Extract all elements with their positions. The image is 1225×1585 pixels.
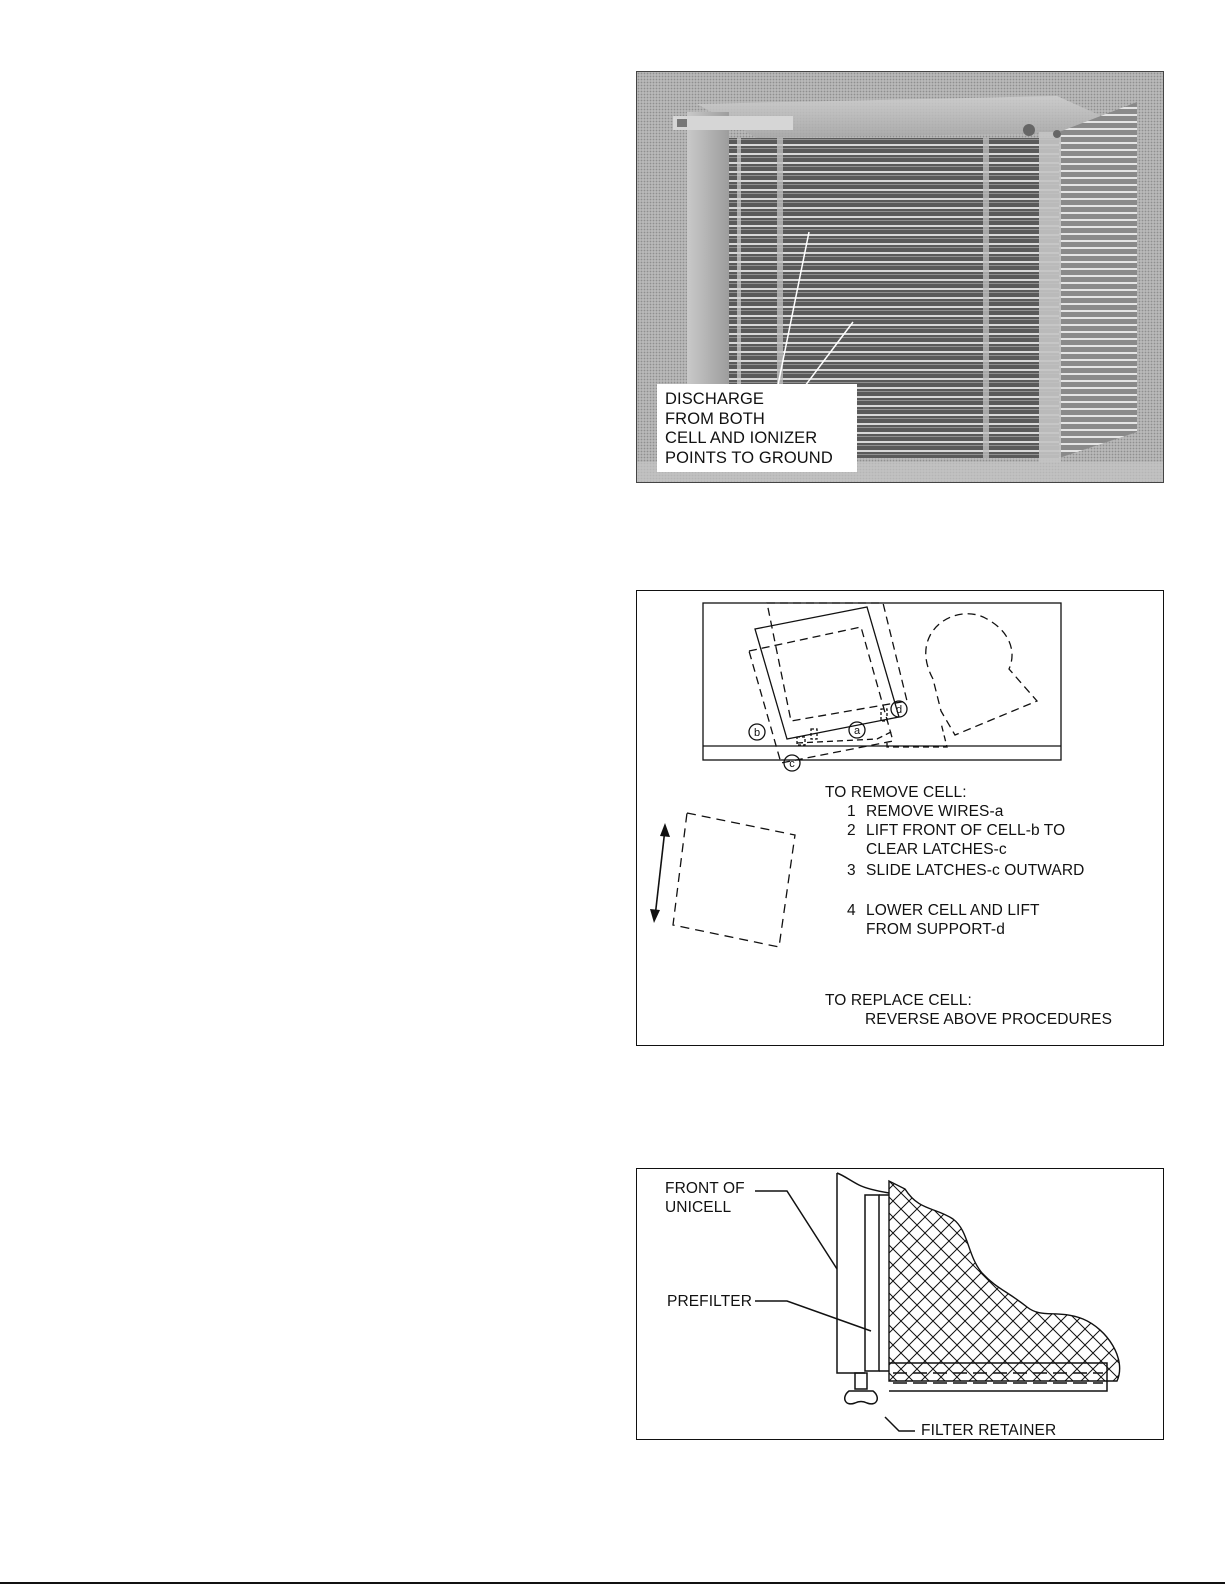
discharge-callout bbox=[657, 384, 857, 472]
step-1-number: 1 bbox=[847, 803, 856, 820]
page-bottom-rule bbox=[0, 1582, 1225, 1584]
front-leader bbox=[755, 1191, 837, 1269]
prefilter-panel bbox=[865, 1195, 879, 1371]
marker-c: c bbox=[789, 758, 795, 770]
marker-b: b bbox=[753, 727, 761, 739]
cell-removal-figure bbox=[636, 590, 1164, 1046]
step-4-line: LOWER CELL AND LIFT bbox=[866, 902, 1040, 919]
prefilter-figure bbox=[636, 1168, 1164, 1440]
replace-text: REVERSE ABOVE PROCEDURES bbox=[865, 1011, 1113, 1028]
step-3-line: SLIDE LATCHES-c OUTWARD bbox=[866, 862, 1085, 879]
callout-line: FROM BOTH bbox=[665, 409, 765, 428]
filter-retainer-label: FILTER RETAINER bbox=[921, 1422, 1057, 1439]
prefilter-leader bbox=[755, 1301, 871, 1331]
step-4-line: FROM SUPPORT-d bbox=[866, 921, 1005, 938]
marker-d: d bbox=[895, 704, 903, 716]
step-3-number: 3 bbox=[847, 862, 856, 879]
remove-heading: TO REMOVE CELL: bbox=[825, 784, 967, 801]
step-2-line: CLEAR LATCHES-c bbox=[866, 841, 1007, 858]
removed-cell-outline bbox=[673, 813, 795, 947]
step-2-number: 2 bbox=[847, 822, 856, 839]
filter-retainer-knob bbox=[845, 1391, 878, 1404]
front-of-unicell-label-line1: FRONT OF bbox=[665, 1180, 745, 1197]
unicell-front-edge bbox=[837, 1173, 865, 1373]
filter-media bbox=[889, 1181, 1120, 1381]
callout-line: POINTS TO GROUND bbox=[665, 448, 833, 467]
prefilter-label: PREFILTER bbox=[667, 1293, 753, 1310]
unicell-photo-figure bbox=[636, 71, 1164, 483]
step-1-line: REMOVE WIRES-a bbox=[866, 803, 1004, 820]
step-2-line: LIFT FRONT OF CELL-b TO bbox=[866, 822, 1066, 839]
cell-position-solid bbox=[755, 607, 899, 739]
callout-line: CELL AND IONIZER bbox=[665, 429, 818, 447]
callout-line: DISCHARGE bbox=[665, 390, 764, 408]
retainer-leader bbox=[885, 1417, 915, 1431]
lift-arrow bbox=[655, 829, 665, 917]
ionizer-wires bbox=[1059, 102, 1137, 458]
step-4-number: 4 bbox=[847, 902, 856, 919]
blower-outline bbox=[926, 614, 1037, 735]
marker-a: a bbox=[853, 725, 861, 737]
front-of-unicell-label-line2: UNICELL bbox=[665, 1199, 732, 1216]
replace-heading: TO REPLACE CELL: bbox=[825, 992, 972, 1009]
